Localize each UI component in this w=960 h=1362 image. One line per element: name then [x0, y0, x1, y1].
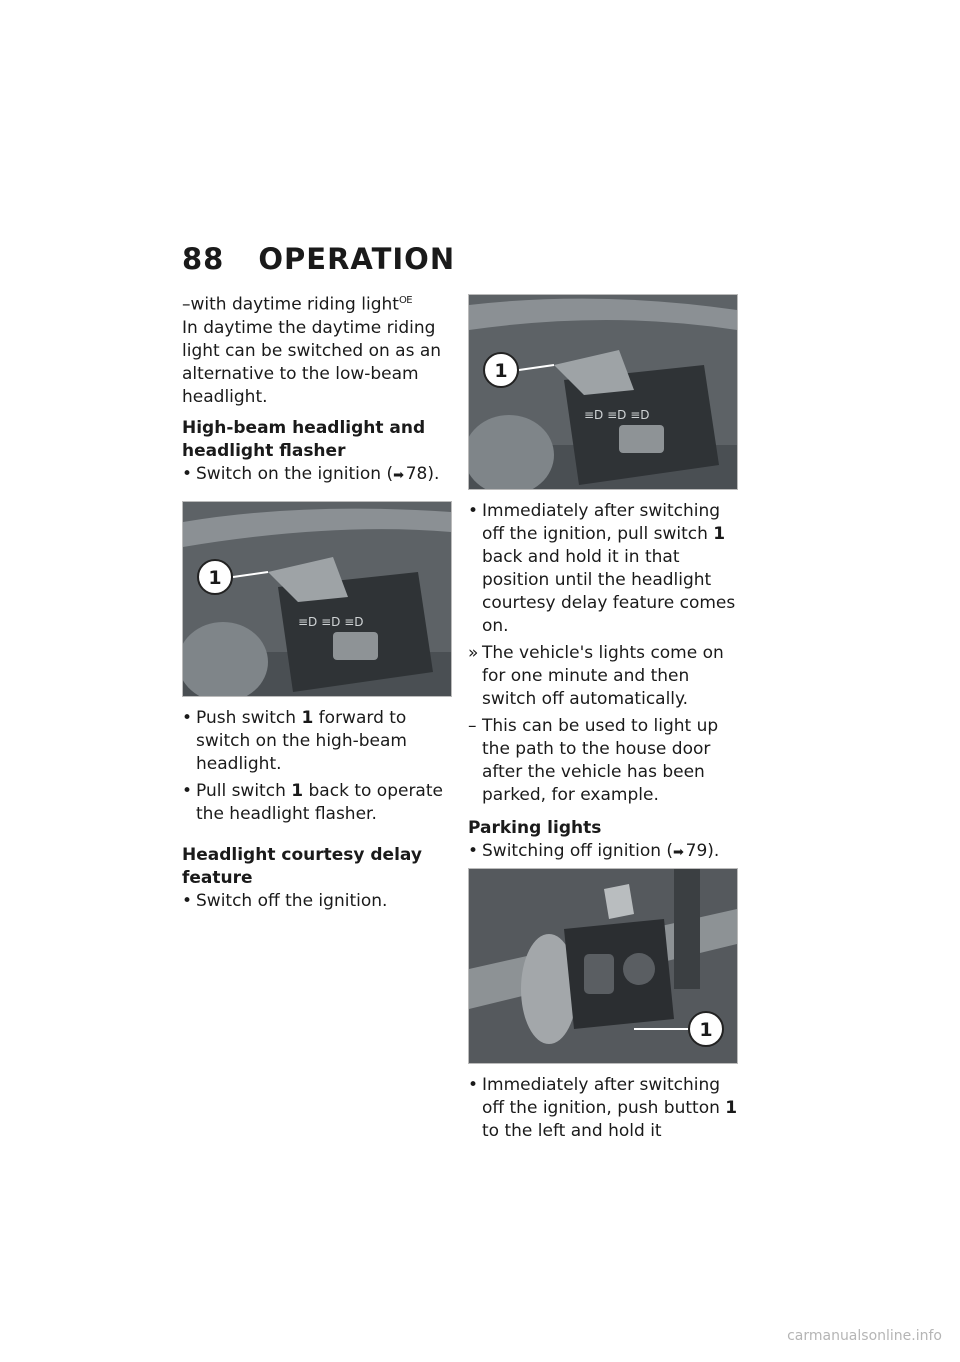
svg-text:≡D ≡D ≡D: ≡D ≡D ≡D — [584, 408, 650, 422]
optional-equipment-mark: OE — [398, 295, 413, 306]
callout-label: 1 — [208, 566, 222, 589]
bullet-marker: • — [468, 501, 479, 521]
page-ref-link[interactable]: 78 — [405, 463, 428, 484]
list-item: • Immediately after switching off the ignition, push button 1 to the left and hold it — [468, 1075, 738, 1141]
chapter-title: OPERATION — [258, 242, 456, 276]
watermark: carmanualsonline.info — [787, 1328, 942, 1344]
callout-label: 1 — [494, 360, 508, 382]
note-item: – This can be used to light up the path to the house door after the vehicle has been parked, for example. — [468, 716, 719, 805]
switch-illustration — [182, 501, 452, 697]
bullet-marker: • — [468, 841, 479, 861]
bullet-marker: • — [182, 890, 193, 911]
parking-heading: Parking lights — [468, 818, 602, 838]
bullet-marker: • — [468, 1075, 479, 1095]
list-item: • Switch on the ignition (➡ 78). — [182, 463, 440, 484]
drl-paragraph — [182, 289, 452, 409]
bullet-marker: • — [182, 707, 193, 728]
page-header — [182, 242, 455, 276]
handlebar-illustration — [468, 868, 738, 1064]
result-marker: » — [468, 643, 479, 663]
list-item: • Pull switch 1 back to operate the headlight flasher. — [182, 780, 443, 824]
page-ref-arrow-icon: ➡ — [393, 467, 405, 483]
right-column — [468, 294, 738, 1147]
high-beam-heading: High-beam headlight and headlight flasher — [182, 417, 426, 461]
callout-label: 1 — [699, 1019, 713, 1041]
bullet-marker: • — [182, 780, 193, 801]
page-ref-link[interactable]: 79 — [685, 841, 708, 861]
bullet-marker: • — [182, 463, 193, 484]
list-item: • Immediately after switching off the ignition, pull switch 1 back and hold it in that position until the headlight courtesy delay feature comes on. — [468, 501, 736, 636]
switch-illustration-2 — [468, 294, 738, 490]
drl-text: In daytime the daytime riding light can be switched on as an alternative to the low-beam headlight. — [182, 317, 442, 407]
list-item: • Switch off the ignition. — [182, 890, 388, 911]
result-item: » The vehicle's lights come on for one minute and then switch off automatically. — [468, 643, 724, 709]
page-number: 88 — [182, 242, 225, 276]
svg-text:≡D ≡D ≡D: ≡D ≡D ≡D — [298, 614, 364, 629]
courtesy-heading: Headlight courtesy delay feature — [182, 844, 422, 888]
drl-title: –with daytime riding light — [182, 294, 399, 315]
left-column — [182, 289, 452, 917]
list-item: • Push switch 1 forward to switch on the high-beam headlight. — [182, 707, 407, 774]
dash-marker: – — [468, 716, 477, 736]
page-ref-arrow-icon: ➡ — [673, 845, 684, 860]
list-item: • Switching off ignition (➡ 79). — [468, 841, 720, 861]
